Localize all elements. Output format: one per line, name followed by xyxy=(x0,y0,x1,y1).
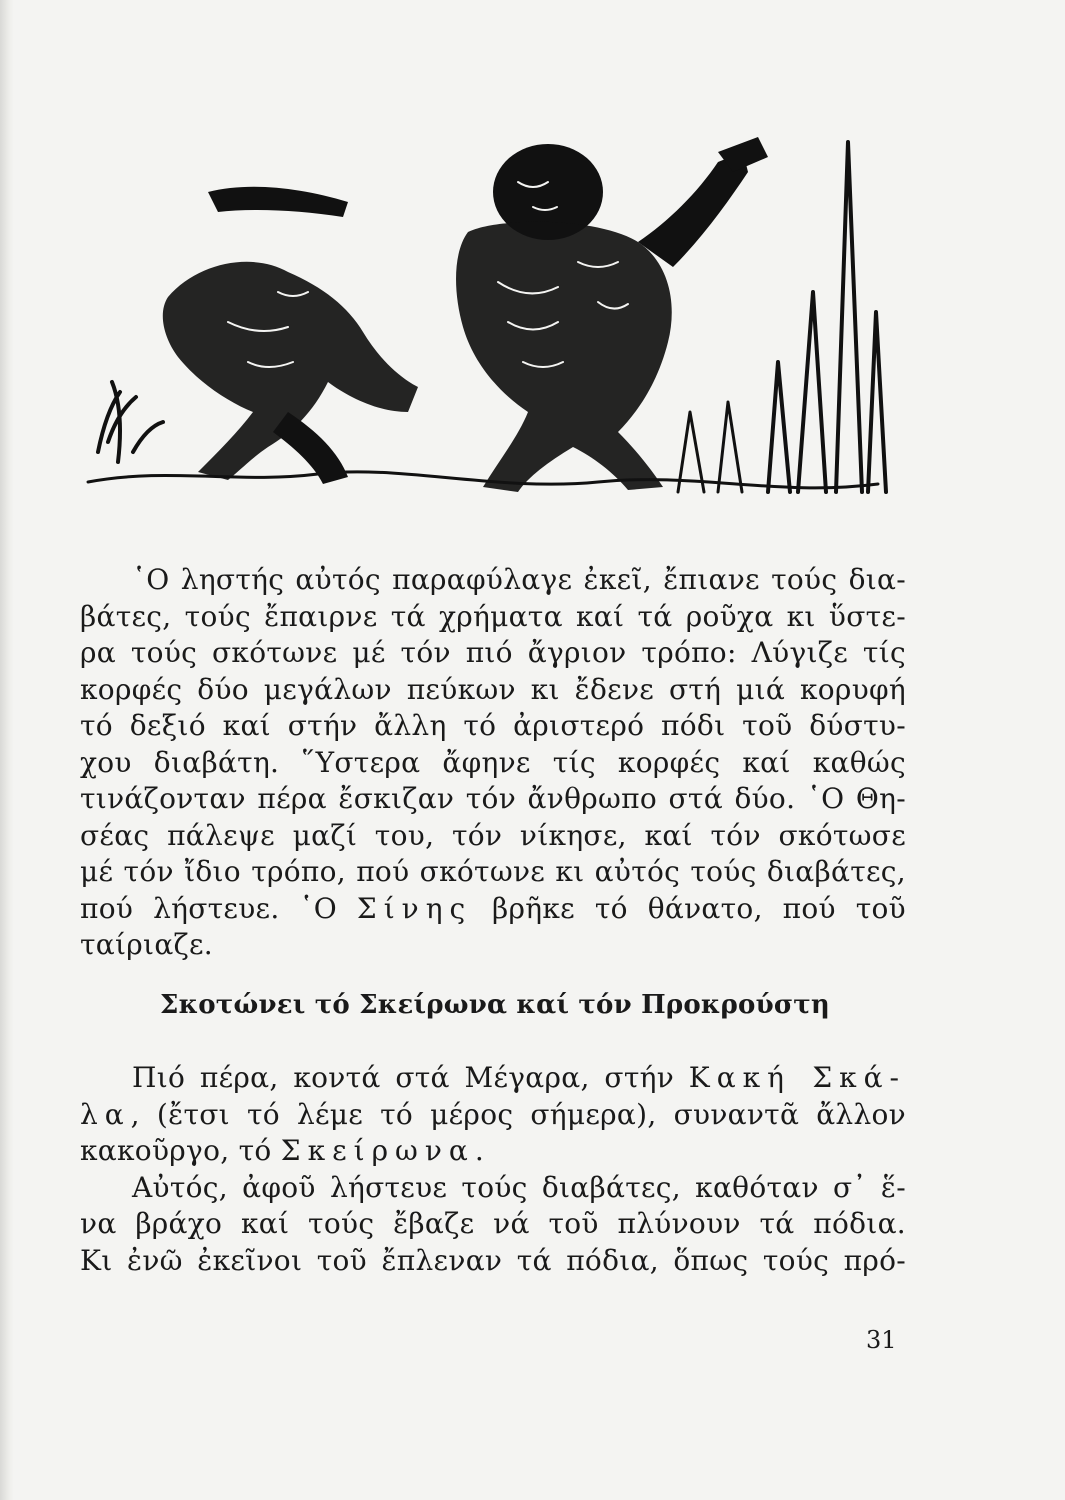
text-line: σέας πάλεψε μαζί του, τόν νίκησε, καί τόν σκότωσε xyxy=(80,818,906,852)
text-line: τό δεξιό καί στήν ἄλλη τό ἀριστερό πόδι τοῦ δύστυ- xyxy=(80,709,906,742)
page-number: 31 xyxy=(866,1326,897,1354)
text-line xyxy=(80,891,906,928)
text-line: ρα τούς σκότωνε μέ τόν πιό ἄγριον τρόπο: Λύγιζε τίς xyxy=(80,636,906,669)
text-line: κορφές δύο μεγάλων πεύκων κι ἔδενε στή μιά κορυφή xyxy=(80,672,906,706)
text-line: ῾Ο ληστής αὐτός παραφύλαγε ἐκεῖ, ἔπιανε τούς δια- xyxy=(132,563,906,596)
text-line xyxy=(80,1060,906,1097)
text-line: να βράχο καί τούς ἔβαζε νά τοῦ πλύνουν τά πόδια. xyxy=(80,1207,906,1240)
spaced-name-kaki-skala-end: λα xyxy=(80,1097,131,1131)
text-line: μέ τόν ἴδιο τρόπο, πού σκότωνε κι αὐτός τούς διαβάτες, xyxy=(80,855,906,888)
story-paragraph xyxy=(80,562,906,964)
spaced-name-kaki-skala: Κακή Σκά- xyxy=(688,1061,906,1094)
text-line xyxy=(80,1097,906,1134)
spaced-name-sinis: Σίνης xyxy=(356,891,473,925)
text-run: Πιό πέρα, κοντά στά Μέγαρα, στήν xyxy=(132,1061,689,1094)
text-line: χου διαβάτη. ῞Υστερα ἄφηνε τίς κορφές καί καθώς xyxy=(80,745,906,779)
page-edge-shadow xyxy=(0,0,14,1500)
story-paragraph xyxy=(80,1060,906,1279)
text-run: , (ἔτσι τό λέμε τό μέρος σήμερα), συναντᾶ ἄλλον xyxy=(130,1097,906,1131)
text-run: πού λήστευε. ῾Ο xyxy=(80,891,357,925)
text-line: ταίριαζε. xyxy=(80,928,214,961)
spaced-name-skiron: Σκείρωνα xyxy=(280,1134,475,1167)
woodcut-illustration-icon xyxy=(78,112,898,512)
text-line xyxy=(80,1133,906,1170)
text-run: κακοῦργο, τό xyxy=(80,1134,281,1167)
text-line: Αὐτός, ἀφοῦ λήστευε τούς διαβάτες, καθόταν σ᾽ ἕ- xyxy=(132,1170,906,1204)
text-run: βρῆκε τό θάνατο, πού τοῦ xyxy=(472,891,907,925)
text-line: Κι ἐνῶ ἐκεῖνοι τοῦ ἔπλεναν τά πόδια, ὅπως τούς πρό- xyxy=(80,1243,906,1277)
section-heading: Σκοτώνει τό Σκείρωνα καί τόν Προκρούστη xyxy=(160,990,831,1020)
text-line: βάτες, τούς ἔπαιρνε τά χρήματα καί τά ροῦχα κι ὕστε- xyxy=(80,599,906,633)
text-run: . xyxy=(474,1134,485,1167)
text-line: τινάζονταν πέρα ἔσκιζαν τόν ἄνθρωπο στά δύο. ῾Ο Θη- xyxy=(80,782,906,815)
